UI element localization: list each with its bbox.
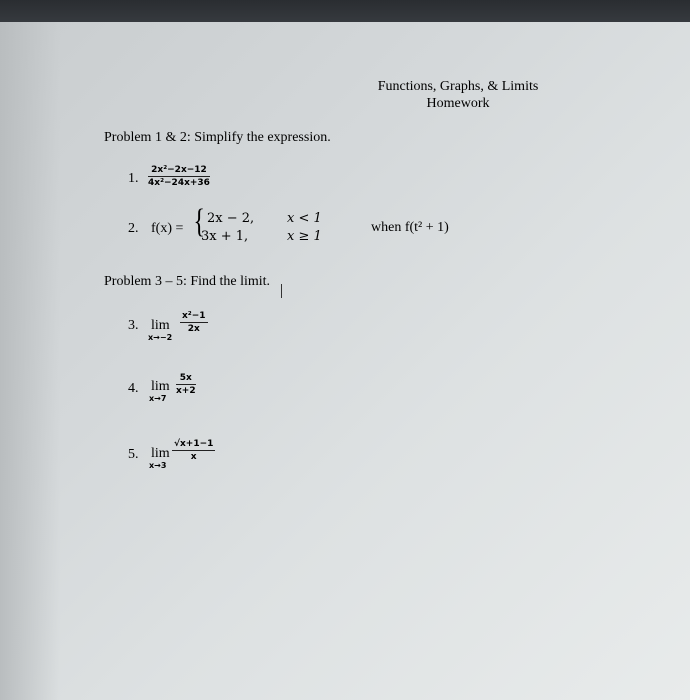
problem5-numerator: √x+1−1 [174,439,214,449]
problem5-fraction [172,439,215,462]
paper-shadow [0,22,60,700]
problem3-lim-sub: x→−2 [148,333,173,342]
problem2-number: 2. [128,221,139,236]
text-cursor-icon [281,284,282,298]
piecewise-brace: { [193,203,205,240]
doc-title-line2: Homework [426,96,490,111]
problem3-denominator: 2x [187,324,200,334]
section2-heading: Problem 3 – 5: Find the limit. [104,274,271,289]
problem3-numerator: x²−1 [182,311,206,321]
problem2-case2-cond: x ≥ 1 [287,229,322,244]
problem3-lim: lim [151,318,170,333]
problem4-denominator: x+2 [176,386,196,396]
doc-title-line1: Functions, Graphs, & Limits [377,79,539,94]
problem2-case2-expr: 3x + 1, [201,229,249,244]
problem4-lim: lim [151,379,170,394]
problem2-when: when f(t² + 1) [371,220,449,235]
problem5-denominator: x [190,452,197,462]
problem1-numerator: 2x²−2x−12 [148,165,210,177]
problem1-fraction [148,165,210,188]
problem5-number: 5. [128,447,139,462]
problem2-case1-expr: 2x − 2, [207,211,255,226]
problem4-lim-sub: x→7 [149,394,167,403]
problem2-case1-cond: x < 1 [287,211,322,226]
problem3-fraction [180,311,208,334]
problem4-number: 4. [128,381,139,396]
problem1-denominator: 4x²−24x+36 [148,178,210,188]
problem4-fraction [176,373,196,396]
problem5-lim: lim [151,446,170,461]
problem2-lhs: f(x) = [151,221,184,236]
problem4-numerator: 5x [176,373,196,385]
section1-heading: Problem 1 & 2: Simplify the expression. [104,130,331,145]
problem5-lim-sub: x→3 [149,461,167,470]
problem1-number: 1. [128,171,139,186]
paper-sheet [0,22,690,700]
problem3-number: 3. [128,318,139,333]
